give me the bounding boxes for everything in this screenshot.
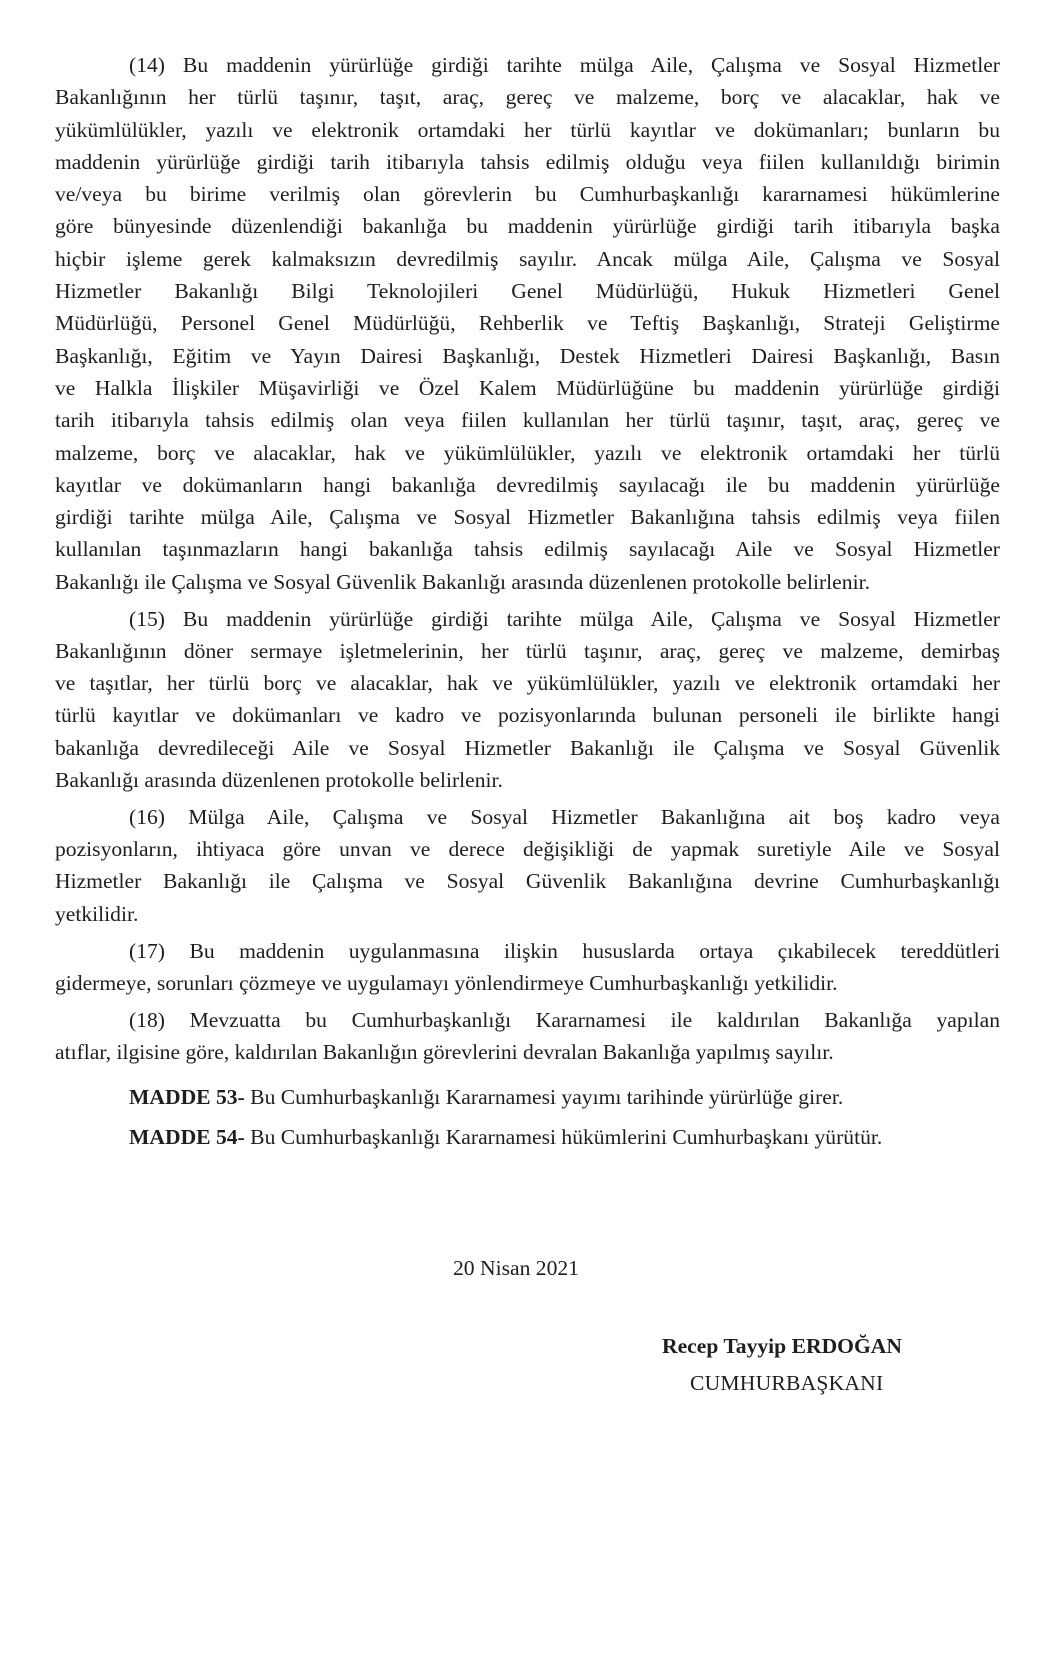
signatory-title: CUMHURBAŞKANI <box>690 1371 884 1395</box>
text-line: ve Halkla İlişkiler Müşavirliği ve Özel Kalem Müdürlüğüne bu maddenin yürürlüğe girdiği <box>55 375 1000 400</box>
article-label: MADDE 54- <box>129 1125 245 1150</box>
paragraph-18 <box>55 1004 1000 1069</box>
text-line: (14) Bu maddenin yürürlüğe girdiği tarihte mülga Aile, Çalışma ve Sosyal Hizmetler <box>129 53 1000 77</box>
text-line: pozisyonların, ihtiyaca göre unvan ve derece değişikliği de yapmak suretiyle Aile ve Sosyal <box>55 837 1000 862</box>
text-line: kullanılan taşınmazların hangi bakanlığa tahsis edilmiş sayılacağı Aile ve Sosyal Hizmetler <box>55 537 1000 562</box>
text-line: (15) Bu maddenin yürürlüğe girdiği tarihte mülga Aile, Çalışma ve Sosyal Hizmetler <box>129 606 1000 631</box>
text-line: (16) Mülga Aile, Çalışma ve Sosyal Hizmetler Bakanlığına ait boş kadro veya <box>129 804 1000 829</box>
article-text: Bu Cumhurbaşkanlığı Kararnamesi yayımı tarihinde yürürlüğe girer. <box>244 1085 844 1110</box>
text-line: türlü kayıtlar ve dokümanları ve kadro ve pozisyonlarında bulunan personeli ile birlikte hangi <box>55 703 1000 728</box>
text-line: Bakanlığı ile Çalışma ve Sosyal Güvenlik Bakanlığı arasında düzenlenen protokolle belirlenir. <box>55 569 870 594</box>
text-line: (18) Mevzuatta bu Cumhurbaşkanlığı Kararnamesi ile kaldırılan Bakanlığa yapılan <box>129 1007 1000 1032</box>
document-date: 20 Nisan 2021 <box>453 1256 579 1280</box>
text-line: Müdürlüğü, Personel Genel Müdürlüğü, Rehberlik ve Teftiş Başkanlığı, Strateji Geliştirme <box>55 311 1000 336</box>
article-text: Bu Cumhurbaşkanlığı Kararnamesi hükümlerini Cumhurbaşkanı yürütür. <box>244 1125 883 1150</box>
text-line: Başkanlığı, Eğitim ve Yayın Dairesi Başkanlığı, Destek Hizmetleri Dairesi Başkanlığı, Basın <box>55 343 1000 368</box>
text-line: Bakanlığının her türlü taşınır, taşıt, araç, gereç ve malzeme, borç ve alacaklar, hak ve <box>55 85 1000 110</box>
paragraph-14 <box>55 49 1000 598</box>
text-line: Bakanlığının döner sermaye işletmelerinin, her türlü taşınır, araç, gereç ve malzeme, demirbaş <box>55 638 1000 663</box>
text-line: malzeme, borç ve alacaklar, hak ve yükümlülükler, yazılı ve elektronik ortamdaki her türlü <box>55 440 1000 465</box>
article-label: MADDE 53- <box>129 1085 245 1110</box>
text-line: hiçbir işleme gerek kalmaksızın devredilmiş sayılır. Ancak mülga Aile, Çalışma ve Sosyal <box>55 246 1000 271</box>
paragraph-17 <box>55 935 1000 1000</box>
article-54 <box>55 1117 1000 1157</box>
text-line: Bakanlığı arasında düzenlenen protokolle belirlenir. <box>55 768 503 793</box>
text-line: kayıtlar ve dokümanların hangi bakanlığa devredilmiş sayılacağı ile bu maddenin yürürlüğe <box>55 472 1000 497</box>
articles <box>55 1077 1000 1157</box>
text-line: maddenin yürürlüğe girdiği tarih itibarıyla tahsis edilmiş olduğu veya fiilen kullanıldığı birimin <box>55 149 1000 174</box>
text-line: ve taşıtlar, her türlü borç ve alacaklar, hak ve yükümlülükler, yazılı ve elektronik ortamdaki her <box>55 671 1000 696</box>
text-line: atıflar, ilgisine göre, kaldırılan Bakanlığın görevlerini devralan Bakanlığa yapılmış sayılır. <box>55 1039 834 1064</box>
paragraph-16 <box>55 801 1000 930</box>
document-body <box>55 49 1000 1157</box>
paragraph-15 <box>55 603 1000 797</box>
text-line: Hizmetler Bakanlığı ile Çalışma ve Sosyal Güvenlik Bakanlığına devrine Cumhurbaşkanlığı <box>55 869 1000 894</box>
text-line: göre bünyesinde düzenlendiği bakanlığa bu maddenin yürürlüğe girdiği tarih itibarıyla başka <box>55 214 1000 239</box>
text-line: (17) Bu maddenin uygulanmasına ilişkin hususlarda ortaya çıkabilecek tereddütleri <box>129 938 1000 963</box>
text-line: yetkilidir. <box>55 901 139 926</box>
text-line: girdiği tarihte mülga Aile, Çalışma ve Sosyal Hizmetler Bakanlığına tahsis edilmiş veya fiilen <box>55 505 1000 530</box>
text-line: ve/veya bu birime verilmiş olan görevlerin bu Cumhurbaşkanlığı kararnamesi hükümlerine <box>55 182 1000 207</box>
text-line: bakanlığa devredileceği Aile ve Sosyal Hizmetler Bakanlığı ile Çalışma ve Sosyal Güvenlik <box>55 735 1000 760</box>
text-line: Hizmetler Bakanlığı Bilgi Teknolojileri Genel Müdürlüğü, Hukuk Hizmetleri Genel <box>55 279 1000 304</box>
text-line: gidermeye, sorunları çözmeye ve uygulamayı yönlendirmeye Cumhurbaşkanlığı yetkilidir. <box>55 970 838 995</box>
text-line: yükümlülükler, yazılı ve elektronik ortamdaki her türlü kayıtlar ve dokümanları; bunların bu <box>55 117 1000 142</box>
article-53 <box>55 1077 1000 1117</box>
text-line: tarih itibarıyla tahsis edilmiş olan veya fiilen kullanılan her türlü taşınır, taşıt, araç, gereç ve <box>55 408 1000 433</box>
signatory-name: Recep Tayyip ERDOĞAN <box>662 1334 902 1358</box>
